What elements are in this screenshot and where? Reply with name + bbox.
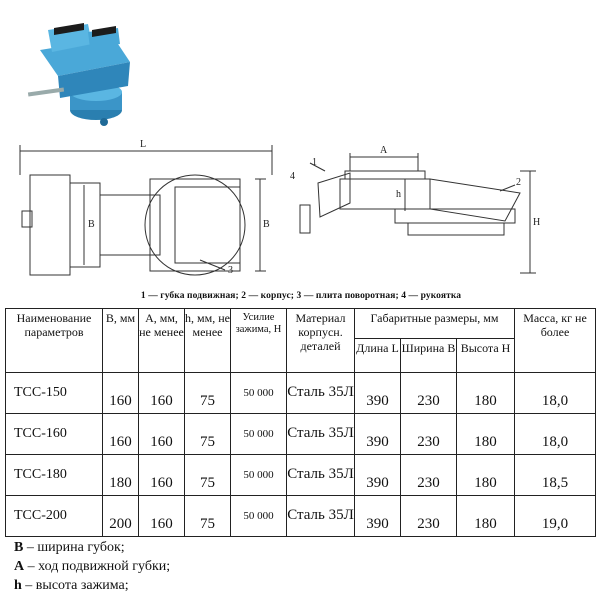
table-row: [6, 414, 596, 455]
cell-force: 50 000: [231, 373, 287, 414]
label-L: L: [140, 139, 147, 150]
cell-mass: 18,5: [515, 455, 596, 496]
cell-H: 180: [457, 373, 515, 414]
cell-h: 75: [185, 455, 231, 496]
technical-drawing: [0, 135, 602, 295]
cell-A: 160: [139, 496, 185, 537]
cell-H: 180: [457, 496, 515, 537]
header-mass: Масса, кг не более: [515, 309, 596, 373]
cell-L: 390: [355, 373, 401, 414]
cell-L: 390: [355, 414, 401, 455]
cell-B: 160: [103, 414, 139, 455]
cell-A: 160: [139, 414, 185, 455]
cell-force: 50 000: [231, 414, 287, 455]
table-row: [6, 496, 596, 537]
cell-force: 50 000: [231, 455, 287, 496]
cell-W: 230: [401, 455, 457, 496]
cell-mass: 18,0: [515, 373, 596, 414]
cell-B: 200: [103, 496, 139, 537]
cell-material: Сталь 35Л: [287, 455, 355, 496]
label-H: H: [533, 217, 541, 228]
legend-item: A – ход подвижной губки;: [14, 559, 171, 574]
header-width: Ширина B: [401, 339, 457, 373]
cell-h: 75: [185, 414, 231, 455]
cell-name: ТСС-160: [6, 414, 103, 455]
cell-material: Сталь 35Л: [287, 373, 355, 414]
cell-H: 180: [457, 455, 515, 496]
cell-A: 160: [139, 373, 185, 414]
header-B: B, мм: [103, 309, 139, 373]
label-h: h: [396, 189, 401, 200]
drawing-caption: 1 — губка подвижная; 2 — корпус; 3 — плита поворотная; 4 — рукоятка: [140, 291, 462, 301]
header-h: h, мм, не менее: [185, 309, 231, 373]
label-2: 2: [516, 177, 521, 188]
cell-h: 75: [185, 496, 231, 537]
header-height: Высота H: [457, 339, 515, 373]
cell-B: 160: [103, 373, 139, 414]
table-row: [6, 373, 596, 414]
cell-A: 160: [139, 455, 185, 496]
header-material: Материал корпусн. деталей: [287, 309, 355, 373]
cell-h: 75: [185, 373, 231, 414]
label-A: A: [380, 145, 388, 156]
cell-W: 230: [401, 496, 457, 537]
vise-photo: [18, 10, 138, 130]
cell-name: ТСС-200: [6, 496, 103, 537]
label-1: 1: [312, 157, 317, 168]
cell-H: 180: [457, 414, 515, 455]
cell-W: 230: [401, 373, 457, 414]
header-name: Наименование параметров: [6, 309, 103, 373]
legend: [14, 538, 170, 595]
legend-item: B – ширина губок;: [14, 540, 125, 555]
cell-L: 390: [355, 496, 401, 537]
cell-mass: 19,0: [515, 496, 596, 537]
cell-name: ТСС-180: [6, 455, 103, 496]
header-length: Длина L: [355, 339, 401, 373]
legend-item: h – высота зажима;: [14, 578, 129, 593]
header-A: A, мм, не менее: [139, 309, 185, 373]
label-B-right: B: [263, 219, 270, 230]
header-force: Усилие зажима, Н: [231, 309, 287, 373]
cell-mass: 18,0: [515, 414, 596, 455]
cell-name: ТСС-150: [6, 373, 103, 414]
cell-B: 180: [103, 455, 139, 496]
label-B-left: B: [88, 219, 95, 230]
spec-table: [5, 308, 596, 537]
cell-force: 50 000: [231, 496, 287, 537]
cell-W: 230: [401, 414, 457, 455]
header-dims: Габаритные размеры, мм: [355, 309, 515, 339]
cell-L: 390: [355, 455, 401, 496]
table-row: [6, 455, 596, 496]
cell-material: Сталь 35Л: [287, 414, 355, 455]
cell-material: Сталь 35Л: [287, 496, 355, 537]
label-4: 4: [290, 171, 295, 182]
label-3: 3: [228, 265, 233, 276]
